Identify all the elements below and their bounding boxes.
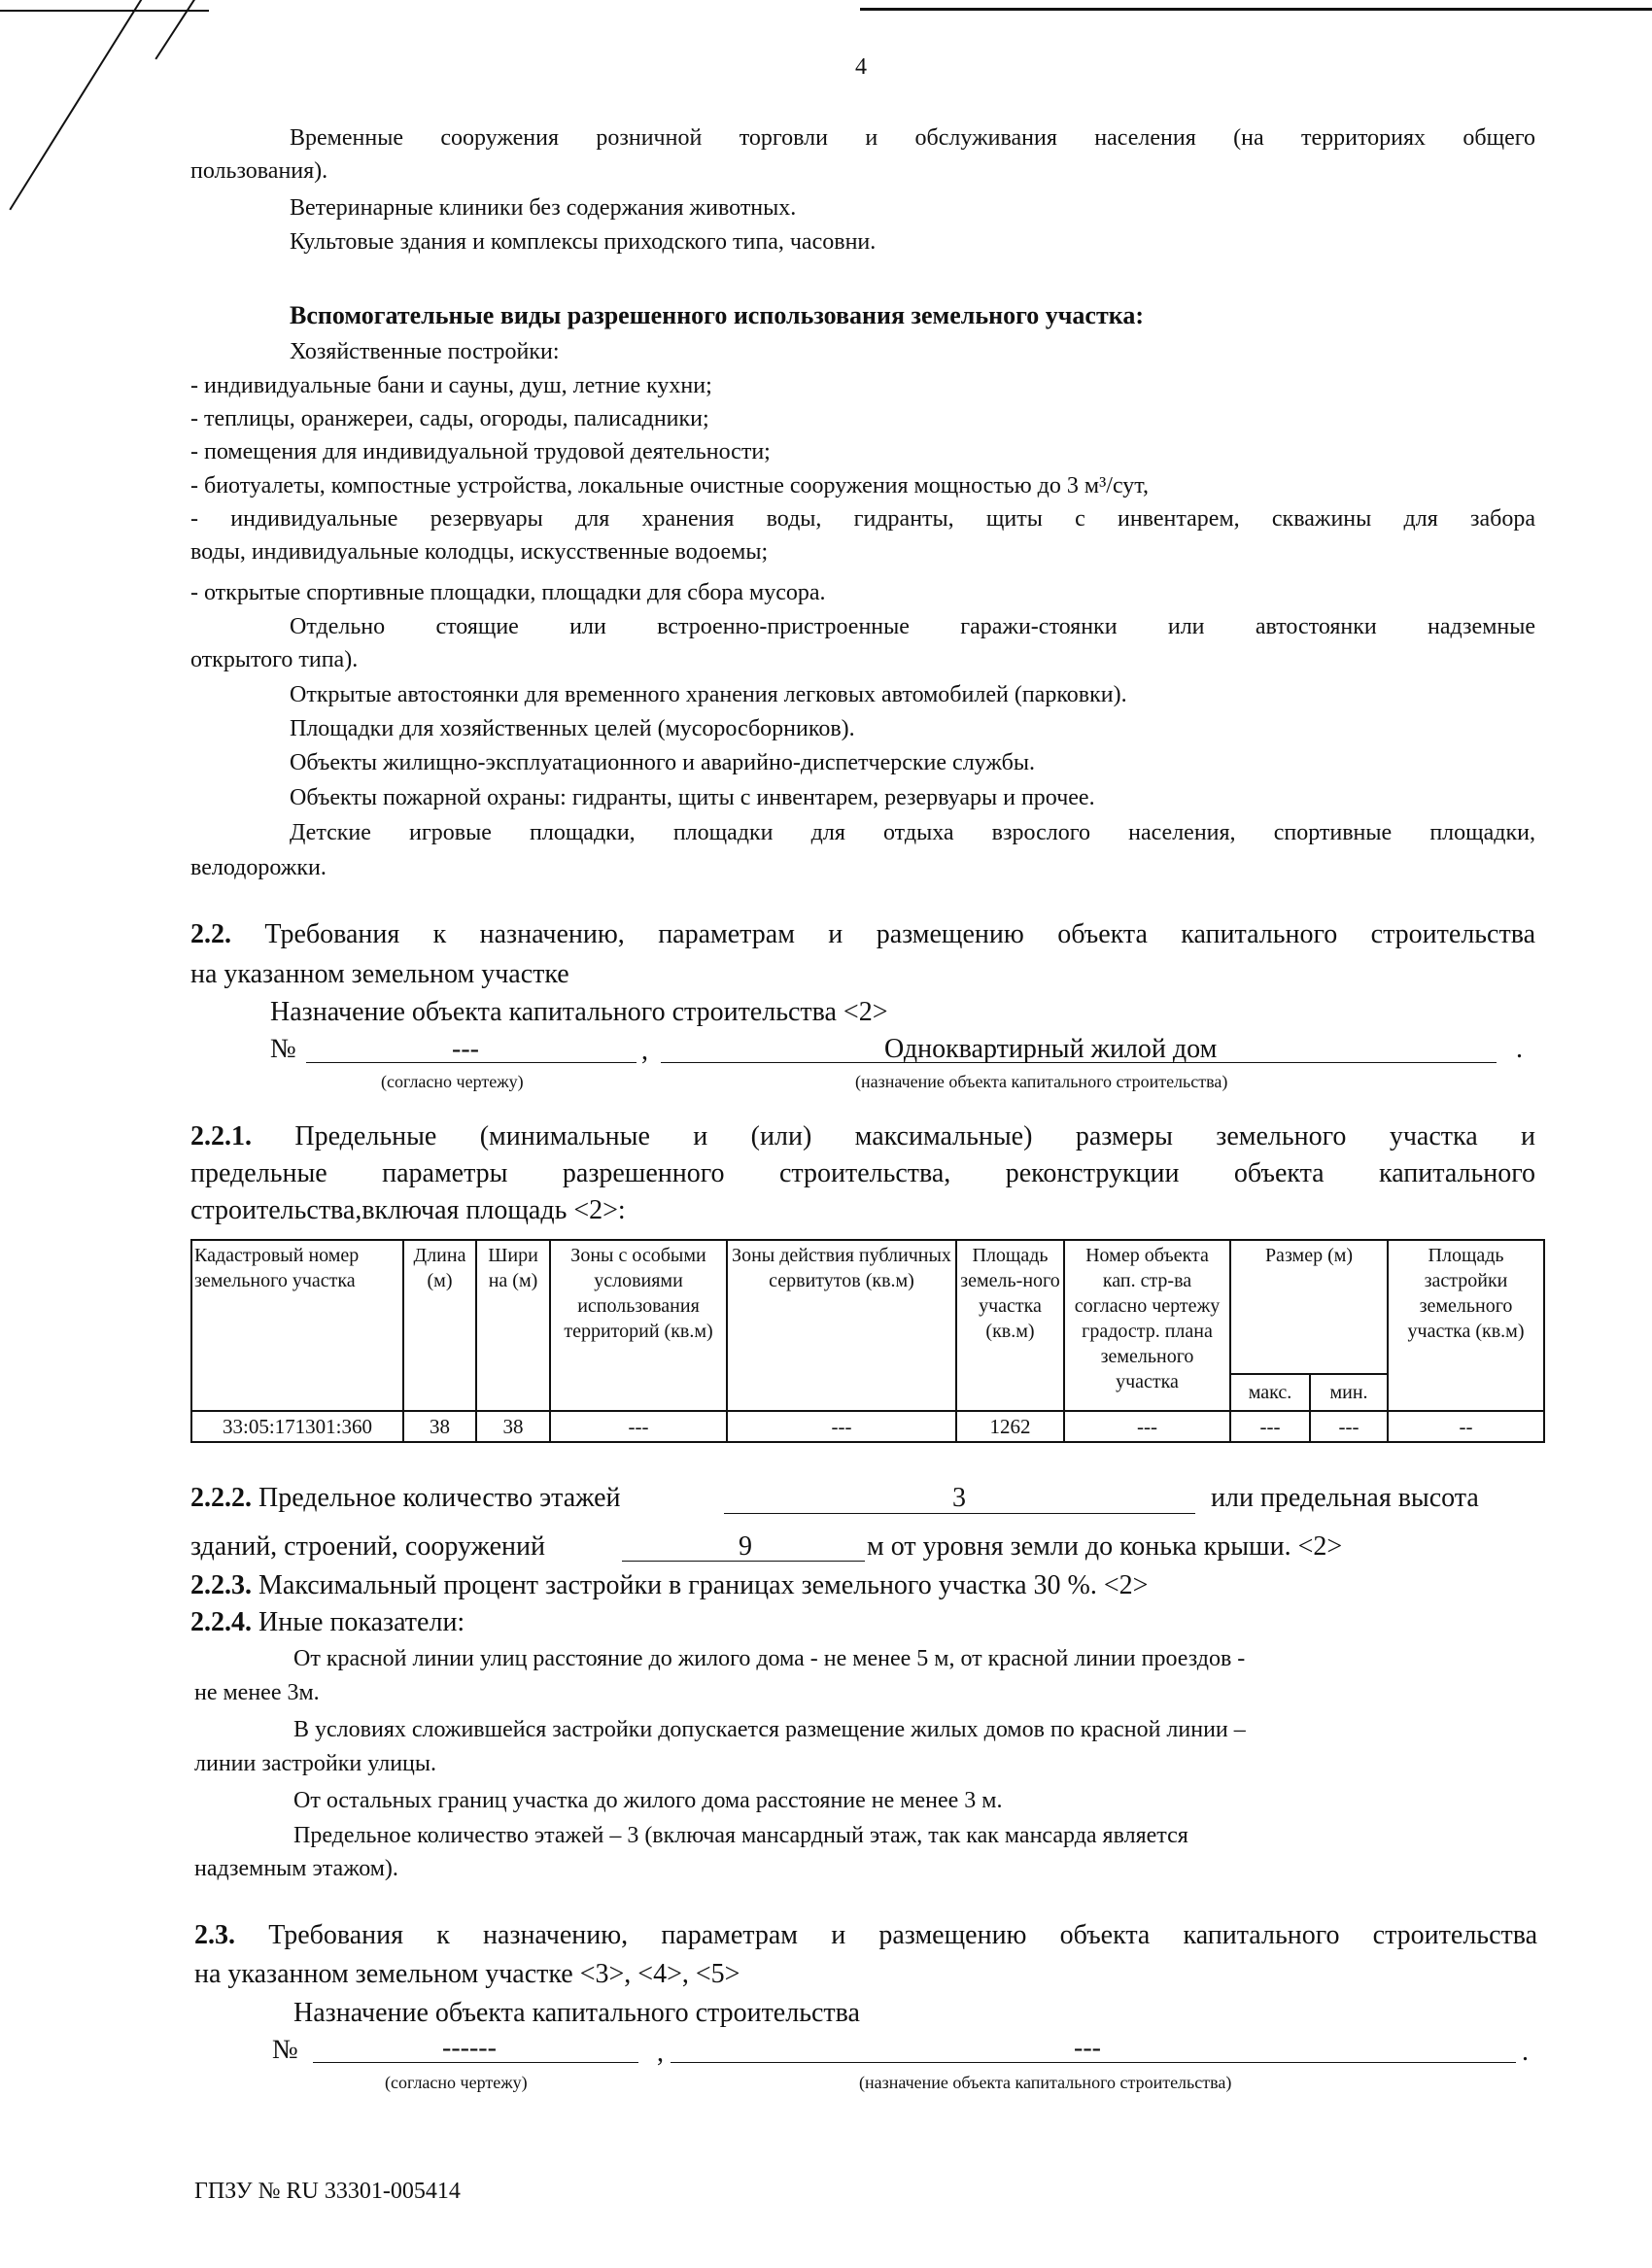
section-2-2-3-number: 2.2.3. [190,1570,252,1600]
section-2-3-title-line-2: на указанном земельном участке <3>, <4>, <5> [194,1959,740,1989]
section-2-2-period: . [1516,1034,1523,1064]
section-2-3-caption-left: (согласно чертежу) [385,2073,528,2092]
header-length: Длина (м) [403,1240,476,1411]
household-item-4: - биотуалеты, компостные устройства, локальные очистные сооружения мощностью до 3 м³/сут, [190,473,1149,498]
cell-length: 38 [403,1411,476,1442]
section-2-2-3 [190,1566,1148,1605]
section-2-3-title-line-1 [194,1916,1537,1955]
other-item-8: велодорожки. [190,855,327,880]
other-item-1: Отдельно стоящие или встроенно-пристроенные гаражи-стоянки или автостоянки надземные [290,614,1535,639]
intro-line-3: Ветеринарные клиники без содержания животных. [290,195,797,221]
header-special-zones: Зоны с особыми условиями использования территорий (кв.м) [550,1240,727,1411]
section-2-2-number-value: --- [452,1034,479,1064]
section-2-2-caption-left: (согласно чертежу) [381,1072,524,1091]
indicator-line-6: Предельное количество этажей – 3 (включая мансардный этаж, так как мансарда является [293,1823,1188,1848]
section-2-2-3-text: Максимальный процент застройки в границах земельного участка 30 %. <2> [258,1570,1149,1600]
section-2-3-number-value: ------ [442,2033,497,2063]
other-item-6: Объекты пожарной охраны: гидранты, щиты с инвентарем, резервуары и прочее. [290,785,1095,810]
header-area: Площадь земель-ного участка (кв.м) [956,1240,1064,1411]
header-cadastral: Кадастровый номер земельного участка [191,1240,403,1411]
section-2-3-purpose-label: Назначение объекта капитального строительства [293,1998,860,2028]
section-2-2-4 [190,1603,465,1642]
other-item-5: Объекты жилищно-эксплуатационного и аварийно-диспетчерские службы. [290,750,1035,775]
other-item-2: открытого типа). [190,647,359,672]
household-item-1: - индивидуальные бани и сауны, душ, летние кухни; [190,373,712,398]
scan-top-right-line [860,8,1652,11]
header-width: Шири на (м) [476,1240,550,1411]
cell-width: 38 [476,1411,550,1442]
section-2-2-1-number: 2.2.1. [190,1121,252,1151]
section-2-2-1-line-1 [190,1117,1535,1156]
section-2-3-title: Требования к назначению, параметрам и размещению объекта капитального строительства [268,1920,1538,1950]
scan-top-line [0,10,209,12]
indicator-line-4: линии застройки улицы. [194,1751,436,1776]
header-build-area: Площадь застройки земельного участка (кв.м) [1388,1240,1544,1411]
section-2-2-1-text: Предельные (минимальные и (или) максимальные) размеры земельного участка и [294,1121,1536,1151]
section-2-2-1-line-3: строительства,включая площадь <2>: [190,1195,626,1225]
section-2-3-period: . [1522,2037,1529,2067]
household-item-5: - индивидуальные резервуары для хранения воды, гидранты, щиты с инвентарем, скважины для забора [190,506,1535,532]
section-2-2-number: 2.2. [190,919,231,949]
cell-object-number: --- [1064,1411,1230,1442]
intro-line-1: Временные сооружения розничной торговли и обслуживания населения (на территориях общего [290,125,1535,151]
height-value: 9 [739,1531,752,1562]
header-size-min: мин. [1310,1374,1388,1411]
section-2-2-2-line-1 [190,1479,621,1518]
indicator-line-5: От остальных границ участка до жилого дома расстояние не менее 3 м. [293,1788,1003,1813]
section-2-2-title: Требования к назначению, параметрам и размещению объекта капитального строительства [264,919,1536,949]
cell-size-min: --- [1310,1411,1388,1442]
section-2-2-2-line-2-tail: м от уровня земли до конька крыши. <2> [867,1531,1343,1562]
household-item-6: воды, индивидуальные колодцы, искусственные водоемы; [190,539,769,565]
other-item-7: Детские игровые площадки, площадки для отдыха взрослого населения, спортивные площадки, [290,820,1535,845]
indicator-line-1: От красной линии улиц расстояние до жилого дома - не менее 5 м, от красной линии проездов - [293,1646,1246,1671]
section-2-2-4-label: Иные показатели: [258,1607,465,1637]
household-label: Хозяйственные постройки: [290,339,560,364]
household-item-2: - теплицы, оранжереи, сады, огороды, палисадники; [190,406,709,431]
section-2-3-caption-right: (назначение объекта капитального строительства) [859,2073,1232,2092]
indicator-line-7: надземным этажом). [194,1856,398,1881]
page-number: 4 [855,54,867,80]
section-2-2-1-line-2: предельные параметры разрешенного строительства, реконструкции объекта капитального [190,1158,1535,1188]
section-2-2-2-number: 2.2.2. [190,1483,252,1513]
section-2-2-caption-right: (назначение объекта капитального строительства) [855,1072,1228,1091]
scan-diagonal-line [9,0,144,210]
header-size: Размер (м) [1230,1240,1388,1374]
header-servitude-zones: Зоны действия публичных сервитутов (кв.м) [727,1240,956,1411]
other-item-4: Площадки для хозяйственных целей (мусоросборников). [290,716,855,741]
auxiliary-heading: Вспомогательные виды разрешенного использования земельного участка: [290,301,1144,329]
other-item-3: Открытые автостоянки для временного хранения легковых автомобилей (парковки). [290,682,1127,707]
section-2-3-no-sign: № [272,2035,298,2065]
indicator-line-2: не менее 3м. [194,1680,320,1705]
table-row [191,1411,1544,1442]
cell-cadastral: 33:05:171301:360 [191,1411,403,1442]
intro-line-4: Культовые здания и комплексы приходского типа, часовни. [290,229,877,255]
parameters-table [190,1239,1545,1443]
section-2-2-purpose-value: Одноквартирный жилой дом [884,1034,1218,1064]
section-2-3-number: 2.3. [194,1920,235,1950]
cell-area: 1262 [956,1411,1064,1442]
or-height-label: или предельная высота [1211,1483,1479,1513]
section-2-2-purpose-label: Назначение объекта капитального строительства <2> [270,997,888,1027]
section-2-3-comma: , [657,2038,664,2068]
floors-value: 3 [952,1483,966,1513]
section-2-2-no-sign: № [270,1034,296,1064]
section-2-2-title-line-2: на указанном земельном участке [190,959,569,989]
header-size-max: макс. [1230,1374,1310,1411]
header-object-number: Номер объекта кап. стр-ва согласно чертежу градостр. плана земельного участка [1064,1240,1230,1411]
section-2-2-comma: , [641,1036,648,1066]
intro-line-2: пользования). [190,158,328,184]
cell-servitude-zones: --- [727,1411,956,1442]
table-header-row [191,1240,1544,1374]
cell-build-area: -- [1388,1411,1544,1442]
cell-size-max: --- [1230,1411,1310,1442]
section-2-2-2-line-2-label: зданий, строений, сооружений [190,1531,545,1562]
section-2-3-purpose-value: --- [1074,2033,1101,2063]
section-2-2-4-number: 2.2.4. [190,1607,252,1637]
document-footer: ГПЗУ № RU 33301-005414 [194,2179,461,2204]
household-item-3: - помещения для индивидуальной трудовой деятельности; [190,439,771,464]
household-item-7: - открытые спортивные площадки, площадки для сбора мусора. [190,580,826,605]
section-2-2-title-line-1 [190,915,1535,954]
section-2-2-2-label: Предельное количество этажей [258,1483,621,1513]
indicator-line-3: В условиях сложившейся застройки допускается размещение жилых домов по красной линии – [293,1717,1246,1742]
cell-special-zones: --- [550,1411,727,1442]
